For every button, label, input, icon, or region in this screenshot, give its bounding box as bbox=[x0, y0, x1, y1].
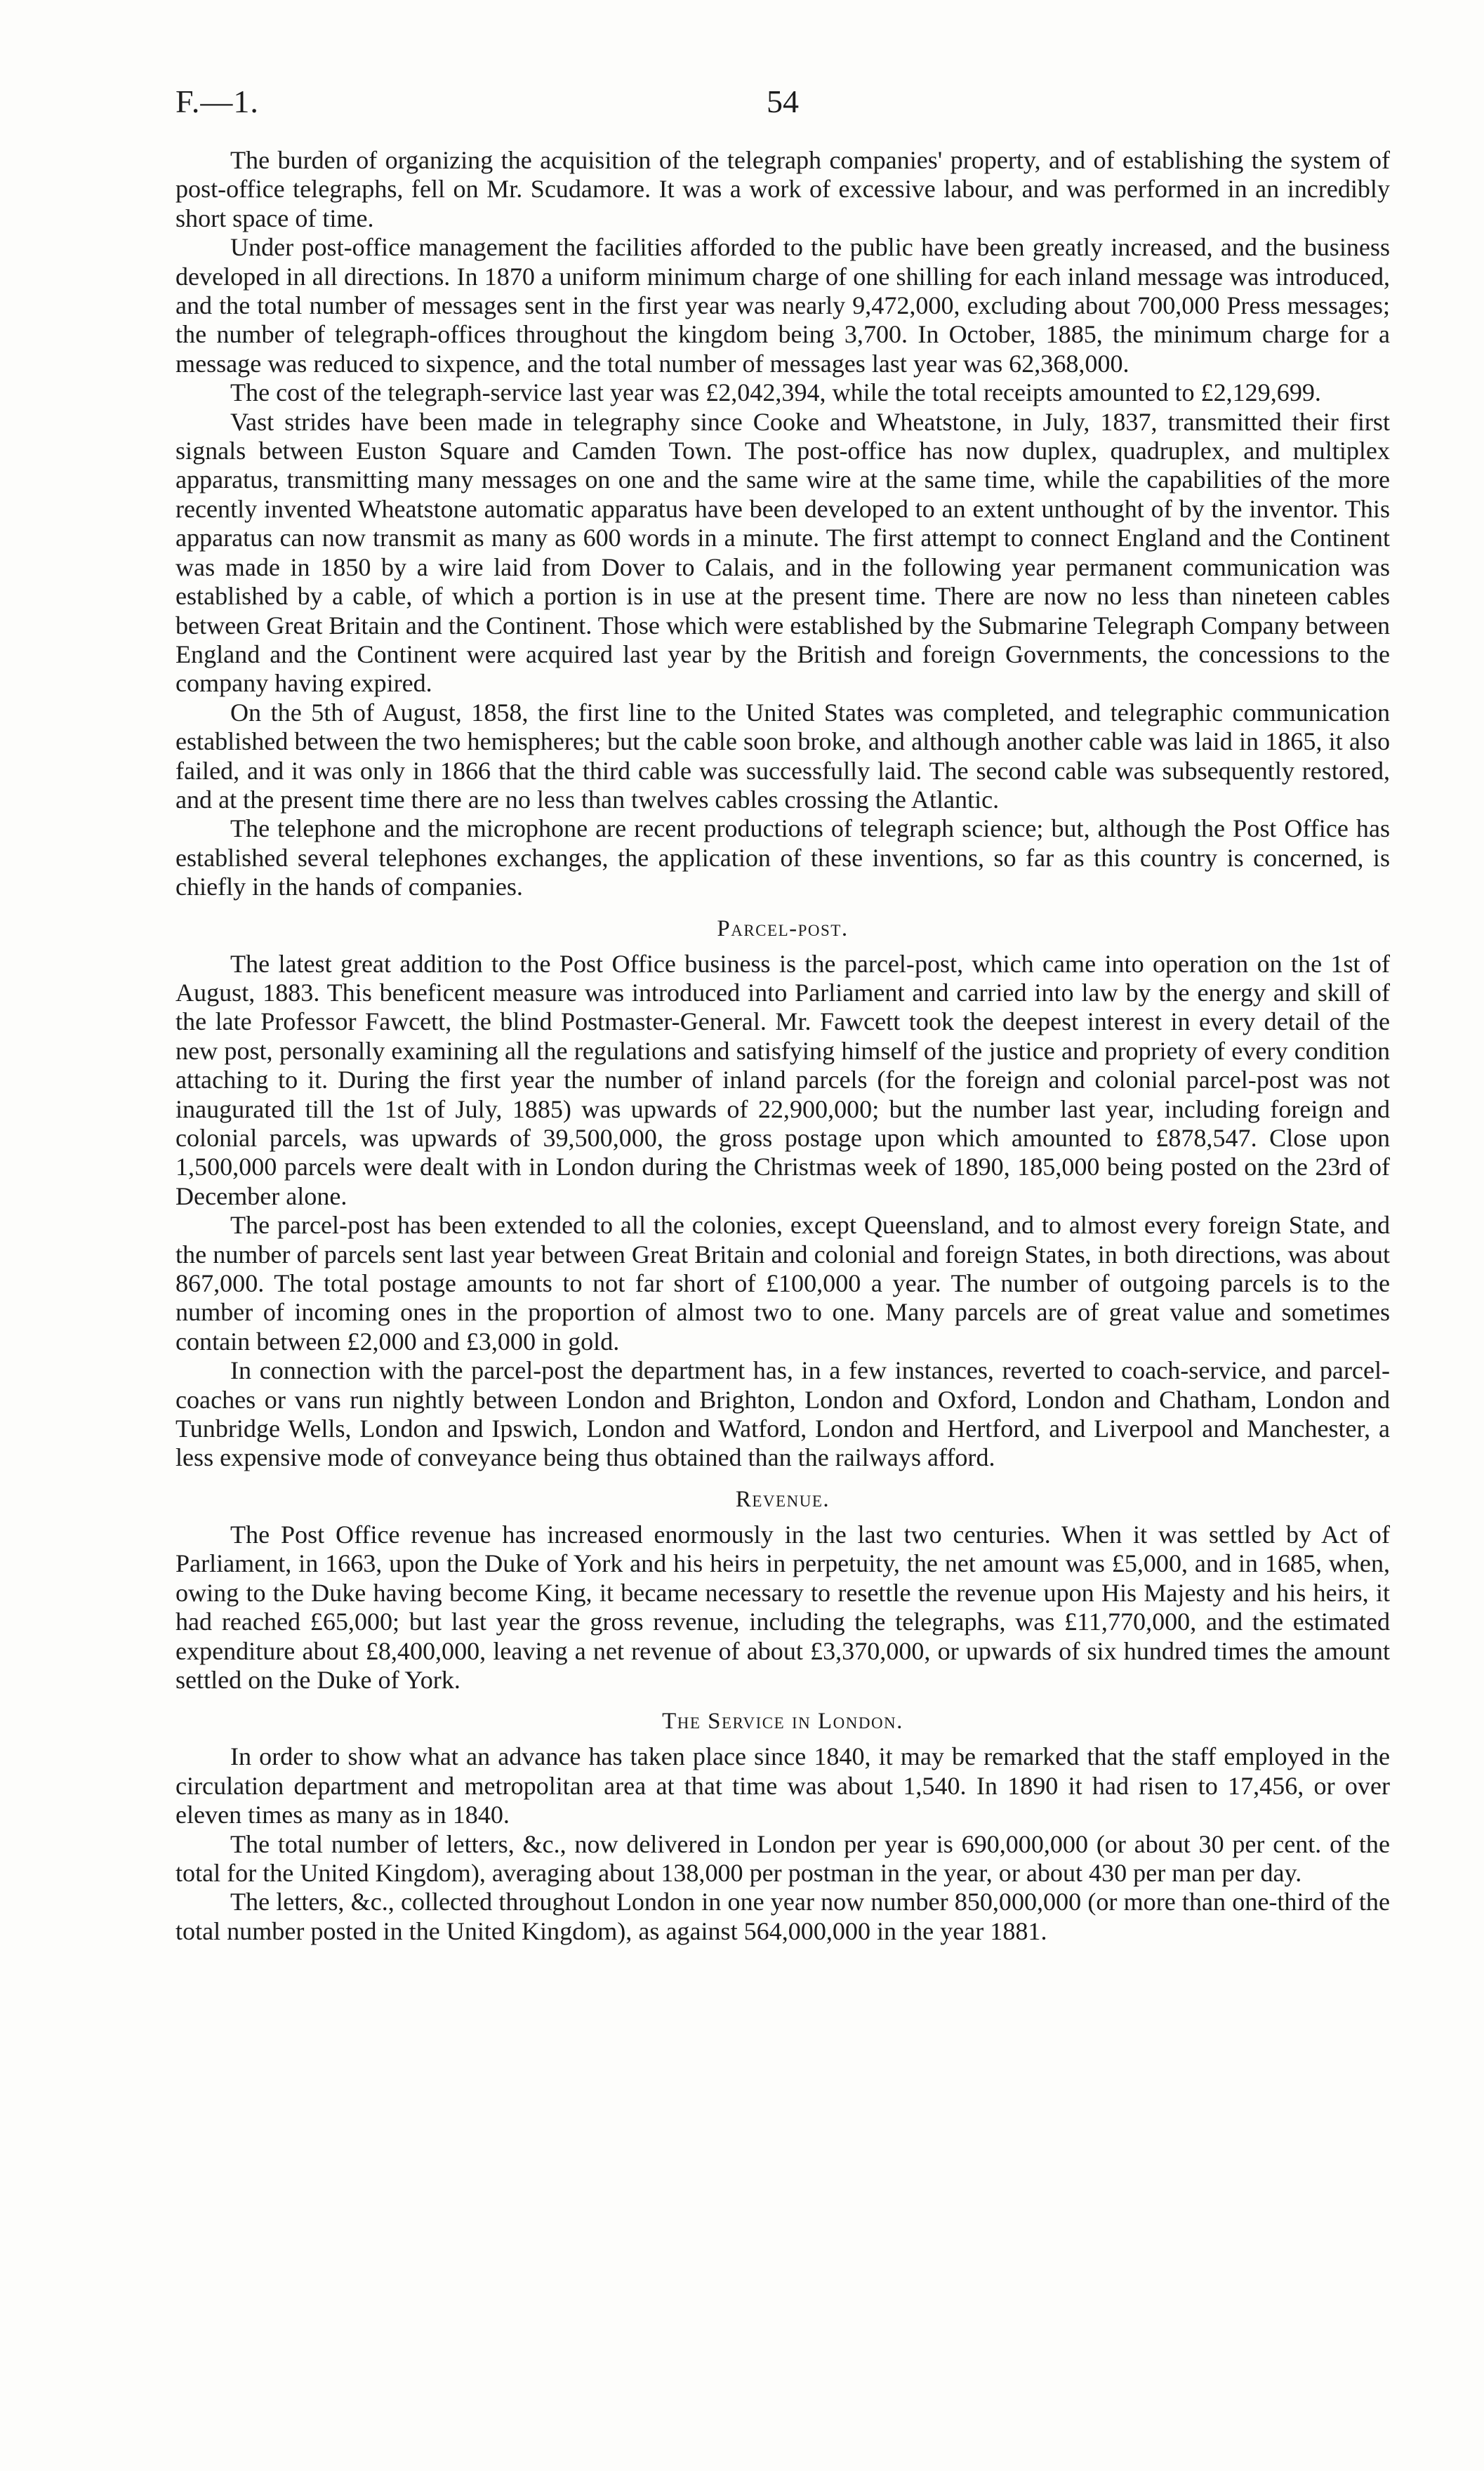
paragraph: The telephone and the microphone are recent productions of telegraph science; but, although the Post Office has established several telephones exchanges, the application of these inventions, so far as this country is concerned, is chiefly in the hands of companies. bbox=[175, 814, 1390, 901]
page-number: 54 bbox=[767, 84, 799, 119]
paragraph: Vast strides have been made in telegraphy since Cooke and Wheatstone, in July, 1837, transmitted their first signals between Euston Square and Camden Town. The post-office has now duplex, quadruplex, and multiplex apparatus, transmitting many messages on one and the same wire at the same time, while the capabilities of the more recently invented Wheatstone automatic apparatus have been developed to an extent unthought of by the inventor. This apparatus can now transmit as many as 600 words in a minute. The first attempt to connect England and the Continent was made in 1850 by a wire laid from Dover to Calais, and in the following year permanent communication was established by a cable, of which a portion is in use at the present time. There are now no less than nineteen cables between Great Britain and the Continent. Those which were established by the Submarine Telegraph Company between England and the Continent were acquired last year by the British and foreign Governments, the concessions to the company having expired. bbox=[175, 407, 1390, 698]
paragraph: The cost of the telegraph-service last year was £2,042,394, while the total receipts amounted to £2,129,699. bbox=[230, 378, 1321, 407]
section-heading: The Service in London. bbox=[662, 1709, 903, 1735]
london-service-section bbox=[175, 1709, 1390, 1946]
paragraph: In order to show what an advance has taken place since 1840, it may be remarked that the staff employed in the circulation department and metropolitan area at that time was about 1,540. In 1890 it had risen to 17,456, or over eleven times as many as in 1840. bbox=[175, 1742, 1390, 1829]
paragraph: The burden of organizing the acquisition of the telegraph companies' property, and of establishing the system of post-office telegraphs, fell on Mr. Scudamore. It was a work of excessive labour, and was performed in an incredibly short space of time. bbox=[175, 146, 1390, 232]
section-heading: Parcel-post. bbox=[717, 915, 849, 941]
section-heading: Revenue. bbox=[735, 1486, 830, 1512]
paragraph: The letters, &c., collected throughout London in one year now number 850,000,000 (or more than one-third of the total number posted in the United Kingdom), as against 564,000,000 in the year 1881. bbox=[175, 1888, 1390, 1945]
paragraph: The latest great addition to the Post Office business is the parcel-post, which came into operation on the 1st of August, 1883. This beneficent measure was introduced into Parliament and carried into law by the energy and skill of the late Professor Fawcett, the blind Postmaster-General. Mr. Fawcett took the deepest interest in every detail of the new post, personally examining all the regulations and satisfying himself of the justice and propriety of every condition attaching to it. During the first year the number of inland parcels (for the foreign and colonial parcel-post was not inaugurated till the 1st of July, 1885) was upwards of 22,900,000; but the number last year, including foreign and colonial parcels, was upwards of 39,500,000, the gross postage upon which amounted to £878,547. Close upon 1,500,000 parcels were dealt with in London during the Christmas week of 1890, 185,000 being posted on the 23rd of December alone. bbox=[175, 949, 1390, 1210]
page-body bbox=[175, 146, 1390, 1946]
paragraph: Under post-office management the facilities afforded to the public have been greatly increased, and the business developed in all directions. In 1870 a uniform minimum charge of one shilling for each inland message was introduced, and the total number of messages sent in the first year was nearly 9,472,000, excluding about 700,000 Press messages; the number of telegraph-offices throughout the kingdom being 3,700. In October, 1885, the minimum charge for a message was reduced to sixpence, and the total number of messages last year was 62,368,000. bbox=[175, 233, 1390, 378]
revenue-section bbox=[175, 1487, 1390, 1695]
paragraph: On the 5th of August, 1858, the first line to the United States was completed, and telegraphic communication established between the two hemispheres; but the cable soon broke, and although another cable was laid in 1865, it also failed, and it was only in 1866 that the third cable was successfully laid. The second cable was subsequently restored, and at the present time there are no less than twelves cables crossing the Atlantic. bbox=[175, 698, 1390, 814]
paragraph: The Post Office revenue has increased enormously in the last two centuries. When it was settled by Act of Parliament, in 1663, upon the Duke of York and his heirs in perpetuity, the net amount was £5,000, and in 1685, when, owing to the Duke having become King, it became necessary to resettle the revenue upon His Majesty and his heirs, it had reached £65,000; but last year the gross revenue, including the telegraphs, was £11,770,000, and the estimated expenditure about £8,400,000, leaving a net revenue of about £3,370,000, or upwards of six hundred times the amount settled on the Duke of York. bbox=[175, 1520, 1390, 1694]
parcel-post-section bbox=[175, 916, 1390, 1473]
paragraph: In connection with the parcel-post the department has, in a few instances, reverted to coach-service, and parcel-coaches or vans run nightly between London and Brighton, London and Oxford, London and Chatham, London and Tunbridge Wells, London and Ipswich, London and Watford, London and Hertford, and Liverpool and Manchester, a less expensive mode of conveyance being thus obtained than the railways afford. bbox=[175, 1356, 1390, 1472]
telegraph-section bbox=[175, 146, 1390, 902]
paragraph: The parcel-post has been extended to all the colonies, except Queensland, and to almost every foreign State, and the number of parcels sent last year between Great Britain and colonial and foreign States, in both directions, was about 867,000. The total postage amounts to not far short of £100,000 a year. The number of outgoing parcels is to the number of incoming ones in the proportion of almost two to one. Many parcels are of great value and sometimes contain between £2,000 and £3,000 in gold. bbox=[175, 1211, 1390, 1356]
document-reference: F.—1. bbox=[175, 84, 259, 119]
paragraph: The total number of letters, &c., now delivered in London per year is 690,000,000 (or about 30 per cent. of the total for the United Kingdom), averaging about 138,000 per postman in the year, or about 430 per man per day. bbox=[175, 1829, 1390, 1887]
page-header bbox=[175, 83, 1390, 125]
